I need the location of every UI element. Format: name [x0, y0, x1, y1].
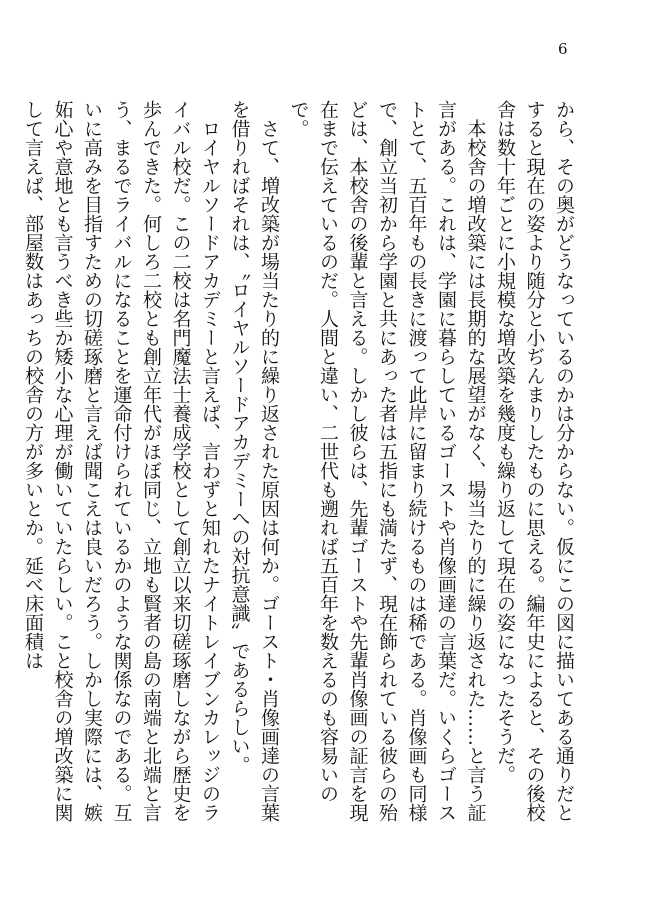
paragraph-1: から、その奥がどうなっているのかは分からない。仮にこの図に描いてある通りだとすると現在の姿より随分と小ぢんまりしたものに思える。編年史によると、その後校舎は数十年ごとに小規模な増改築を幾度も繰り返して現在の姿になったそうだ。	[494, 100, 575, 822]
paragraph-3: さて、増改築が場当たり的に繰り返された原因は何か。ゴースト・肖像画達の言葉を借りればそれは、〝ロイヤルソードアカデミーへの対抗意識〟であるらしい。	[228, 100, 280, 822]
body-text	[22, 100, 578, 840]
paragraph-2: 本校舎の増改築には長期的な展望がなく、場当たり的に繰り返された……と言う証言がある。これは、学園に暮らしているゴーストや肖像画達の言葉だ。いくらゴーストとて、五百年もの長きに渡って此岸に留まり続けるものは稀である。肖像画も同様で、創立当初から学園と共にあった者は五指にも満たず、現在飾られている彼らの殆どは、本校舎の後輩と言える。しかし彼らは、先輩ゴーストや先輩肖像画の証言を現在まで伝えているのだ。人間と違い、二世代も遡れば五百年を数えるのも容易いので。	[287, 100, 487, 822]
page-number: 6	[558, 40, 568, 58]
paragraph-4: ロイヤルソードアカデミーと言えば、言わずと知れたナイトレイブンカレッジのライバル校だ。この二校は名門魔法士養成学校として創立以来切磋琢磨しながら歴史を歩んできた。何しろ二校とも創立年代がほぼ同じ、立地も賢者の島の南端と北端と言う、まるでライバルになることを運命付けられているかのような関係なのである。互いに高みを目指すための切磋琢磨と言えば聞こえは良いだろう。しかし実際には、嫉妬心や意地とも言うべき些か矮小な心理が働いていたらしい。こと校舎の増改築に関して言えば、部屋数はあっちの校舎の方が多いとか。延べ床面積は	[22, 100, 221, 822]
